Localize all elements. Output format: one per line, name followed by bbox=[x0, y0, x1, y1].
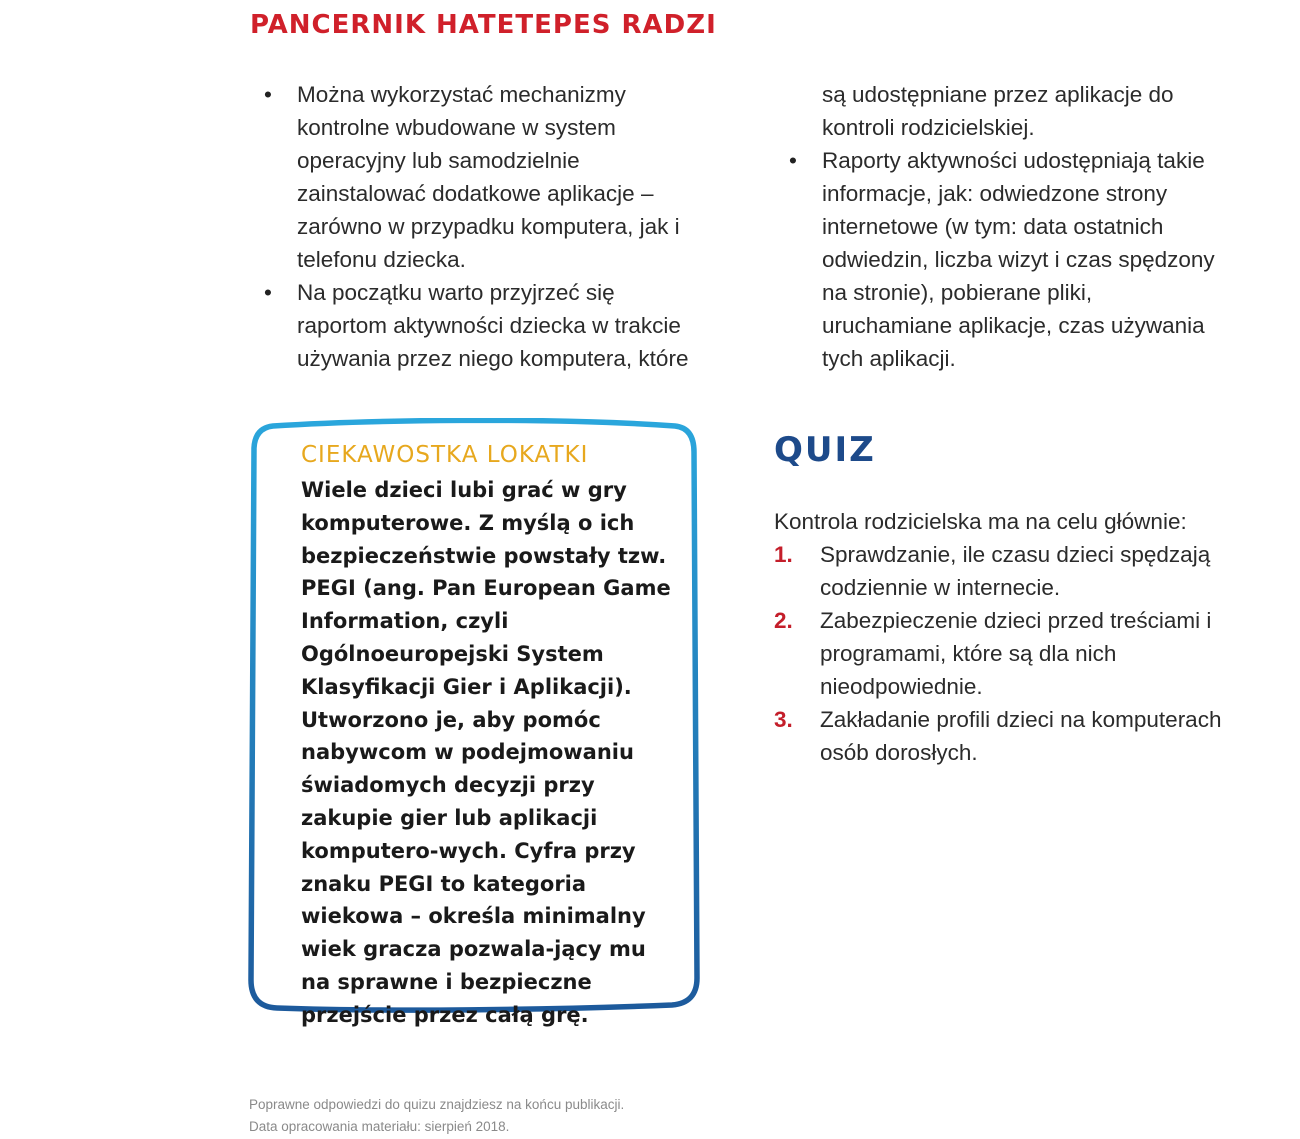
advice-title: PANCERNIK HATETEPES RADZI bbox=[250, 10, 717, 40]
footer-notes bbox=[249, 1094, 624, 1138]
advice-item: • Można wykorzystać mechanizmy kontrolne wbudowane w system operacyjny lub samodzielnie zainstalować dodatkowe aplikacje – zarówno w przypadku komputera, jak i telefonu dziecka. bbox=[262, 78, 697, 276]
quiz-title: QUIZ bbox=[774, 430, 876, 470]
quiz-option-number: 2. bbox=[774, 608, 793, 633]
quiz-option-number: 1. bbox=[774, 542, 793, 567]
quiz-question: Kontrola rodzicielska ma na celu głównie: bbox=[774, 509, 1187, 534]
footer-answers-note: Poprawne odpowiedzi do quizu znajdziesz na końcu publikacji. bbox=[249, 1097, 625, 1112]
quiz-option bbox=[774, 703, 1234, 769]
quiz-options bbox=[774, 538, 1234, 769]
advice-item: • Raporty aktywności udostępniają takie informacje, jak: odwiedzone strony internetowe (w tym: data ostatnich odwiedzin, liczba wizyt i czas spędzony na stronie), pobierane pliki, uruchamiane aplikacje, czas używania tych aplikacji. bbox=[787, 144, 1222, 375]
footer-date-note: Data opracowania materiału: sierpień 2018. bbox=[249, 1119, 510, 1134]
advice-list bbox=[262, 78, 1222, 375]
quiz-option-text: Zabezpieczenie dzieci przed treściami i programami, które są dla nich nieodpowiednie. bbox=[820, 608, 1212, 699]
quiz-option-number: 3. bbox=[774, 707, 793, 732]
quiz-option bbox=[774, 538, 1234, 604]
quiz-option-text: Sprawdzanie, ile czasu dzieci spędzają codziennie w internecie. bbox=[820, 542, 1211, 600]
fact-box-title: CIEKAWOSTKA LOKATKI bbox=[301, 442, 589, 468]
fact-box bbox=[247, 418, 700, 1027]
advice-item: • Na początku warto przyjrzeć się raportom aktywności dziecka w trakcie używania przez niego komputera, które są udostępniane przez aplikacje do kontroli rodzicielskiej. bbox=[262, 78, 1222, 375]
quiz-option bbox=[774, 604, 1234, 703]
quiz-option-text: Zakładanie profili dzieci na komputerach osób dorosłych. bbox=[820, 707, 1222, 765]
advice-text bbox=[262, 78, 1222, 375]
fact-box-text: Wiele dzieci lubi grać w gry komputerowe. Z myślą o ich bezpieczeństwie powstały tzw. PEGI (ang. Pan European Game Information, czyli Ogólnoeuropejski System Klasyfikacji Gier i Aplikacji). Utworzono je, aby pomóc nabywcom w podejmowaniu świadomych decyzji przy zakupie gier lub aplikacji komputero-wych. Cyfra przy znaku PEGI to kategoria wiekowa – określa minimalny wiek gracza pozwala-jący mu na sprawne i bezpieczne przejście przez całą grę. bbox=[301, 478, 671, 1027]
